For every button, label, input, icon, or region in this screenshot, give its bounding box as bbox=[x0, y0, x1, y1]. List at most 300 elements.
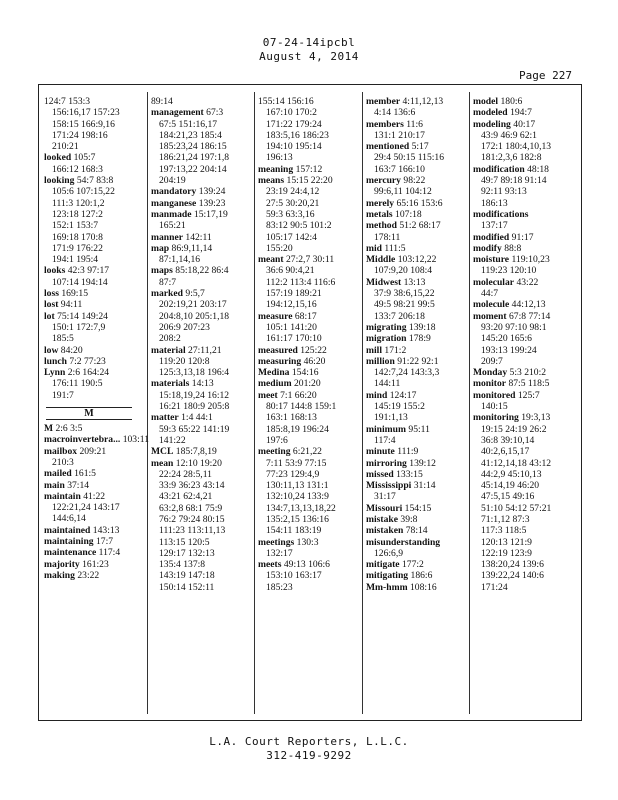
page-references: 44:7 bbox=[481, 288, 499, 300]
page-references: 193:13 199:24 bbox=[481, 344, 537, 356]
index-entry bbox=[151, 265, 251, 288]
section-letter: M bbox=[46, 407, 132, 420]
page-references: 186:6 bbox=[410, 570, 433, 582]
index-entry bbox=[44, 536, 144, 547]
page-references: 197:6 bbox=[266, 434, 288, 446]
index-word: low bbox=[44, 344, 59, 356]
index-entry bbox=[44, 491, 144, 525]
page-references: 117:4 bbox=[98, 547, 121, 559]
index-entry bbox=[366, 582, 466, 593]
page-references: 150:14 152:11 bbox=[159, 581, 215, 593]
page-references: 125:3,13,18 196:4 bbox=[159, 367, 230, 379]
index-word: measured bbox=[258, 344, 298, 356]
page-references: 186:13 bbox=[481, 197, 508, 209]
page-references: 19:3,13 bbox=[521, 412, 551, 424]
page-references: 191:1,13 bbox=[374, 412, 408, 424]
index-word: mentioned bbox=[366, 141, 410, 153]
index-word: migrating bbox=[366, 321, 407, 333]
page-references: 7:11 53:9 77:15 bbox=[266, 457, 327, 469]
index-entry bbox=[366, 220, 466, 243]
page-references: 107:14 194:14 bbox=[52, 276, 108, 288]
page-references: 163:1 168:13 bbox=[266, 412, 317, 424]
page-references: 68:17 bbox=[294, 310, 317, 322]
index-word: Missouri bbox=[366, 502, 403, 514]
page-references: 105:17 142:4 bbox=[266, 231, 317, 243]
page-references: 13:13 bbox=[403, 276, 426, 288]
index-word: monitoring bbox=[473, 412, 519, 424]
index-word: Mississippi bbox=[366, 480, 412, 492]
index-entry bbox=[473, 299, 573, 310]
column-divider bbox=[362, 92, 363, 714]
page-references: 141:22 bbox=[159, 434, 186, 446]
page-references: 49:5 98:21 99:5 bbox=[374, 299, 435, 311]
page-references: 154:16 bbox=[291, 367, 319, 379]
index-word: Mm-hmm bbox=[366, 581, 408, 593]
index-column-5 bbox=[473, 96, 573, 593]
page-references: 37:9 38:6,15,22 bbox=[374, 288, 435, 300]
page-references: 67:5 151:16,17 bbox=[159, 118, 218, 130]
index-entry bbox=[258, 537, 358, 560]
page-references: 209:21 bbox=[79, 445, 107, 457]
page-references: 112:2 113:4 116:6 bbox=[266, 276, 336, 288]
index-word: manganese bbox=[151, 197, 197, 209]
page-references: 23:22 bbox=[77, 569, 100, 581]
page-references: 33:9 36:23 43:14 bbox=[159, 480, 225, 492]
index-entry bbox=[473, 119, 573, 164]
page-references: 119:23 120:10 bbox=[481, 265, 537, 277]
page-references: 204:8,10 205:1,18 bbox=[159, 310, 230, 322]
page-references: 132:10,24 133:9 bbox=[266, 491, 329, 503]
index-word: mind bbox=[366, 389, 388, 401]
index-word: model bbox=[473, 96, 499, 107]
page-references: 171:22 179:24 bbox=[266, 118, 322, 130]
index-word: mistake bbox=[366, 513, 398, 525]
page-references: 23:19 24:4,12 bbox=[266, 186, 320, 198]
page-references: 2:6 3:5 bbox=[55, 423, 83, 435]
index-entry bbox=[366, 570, 466, 581]
page-references: 78:14 bbox=[405, 525, 428, 537]
page-references: 111:23 113:11,13 bbox=[159, 525, 226, 537]
page-references: 31:14 bbox=[413, 480, 436, 492]
page-references: 27:2,7 30:11 bbox=[285, 254, 335, 266]
page-references: 40:2,6,15,17 bbox=[481, 446, 530, 458]
page-references: 144:11 bbox=[374, 378, 401, 390]
index-entry bbox=[44, 468, 144, 479]
index-entry bbox=[151, 96, 251, 107]
page-references: 7:1 66:20 bbox=[280, 389, 317, 401]
page-references: 84:20 bbox=[60, 344, 83, 356]
index-entry bbox=[366, 119, 466, 142]
index-word: means bbox=[258, 175, 285, 187]
page-references: 42:3 97:17 bbox=[67, 265, 110, 277]
index-word: main bbox=[44, 479, 65, 491]
index-entry bbox=[151, 232, 251, 243]
index-entry bbox=[258, 254, 358, 310]
index-word: medium bbox=[258, 378, 292, 390]
page-references: 111:9 bbox=[397, 446, 419, 458]
index-entry bbox=[366, 175, 466, 198]
index-entry bbox=[258, 96, 358, 164]
page-references: 15:18,19,24 16:12 bbox=[159, 389, 230, 401]
index-column-4 bbox=[366, 96, 466, 593]
page-references: 181:2,3,6 182:8 bbox=[481, 152, 542, 164]
page-references: 185:23,24 186:15 bbox=[159, 141, 227, 153]
index-word: meet bbox=[258, 389, 278, 401]
page-references: 155:20 bbox=[266, 242, 293, 254]
index-word: monitored bbox=[473, 389, 516, 401]
page-references: 80:17 144:8 159:1 bbox=[266, 401, 337, 413]
page-references: 14:13 bbox=[191, 378, 214, 390]
index-word: members bbox=[366, 118, 404, 130]
index-word: material bbox=[151, 344, 186, 356]
index-word: manner bbox=[151, 231, 183, 243]
page-references: 85:18,22 86:4 bbox=[175, 265, 229, 277]
index-word: million bbox=[366, 355, 395, 367]
index-entry bbox=[366, 141, 466, 175]
index-entry bbox=[366, 356, 466, 390]
index-word: modified bbox=[473, 231, 510, 243]
page-references: 87:7 bbox=[159, 276, 177, 288]
page-references: 15:15 22:20 bbox=[286, 175, 333, 187]
index-entry bbox=[473, 378, 573, 389]
index-entry bbox=[473, 390, 573, 413]
index-word: mitigate bbox=[366, 559, 400, 571]
index-word: maps bbox=[151, 265, 173, 277]
index-word: M bbox=[44, 423, 54, 435]
page-references: 89:14 bbox=[151, 96, 173, 107]
page-references: 129:17 132:13 bbox=[159, 547, 215, 559]
index-entry bbox=[366, 480, 466, 503]
page-references: 37:14 bbox=[67, 479, 90, 491]
column-divider bbox=[469, 92, 470, 714]
page-references: 201:20 bbox=[293, 378, 321, 390]
page-references: 163:7 166:10 bbox=[374, 163, 425, 175]
index-word: maintained bbox=[44, 524, 91, 536]
page-references: 105:1 141:20 bbox=[266, 321, 317, 333]
page-references: 155:14 156:16 bbox=[258, 96, 314, 107]
index-column-1 bbox=[44, 96, 149, 581]
index-word: maintaining bbox=[44, 535, 94, 547]
index-entry bbox=[366, 525, 466, 536]
page-references: 150:1 172:7,9 bbox=[52, 321, 106, 333]
page-references: 117:4 bbox=[374, 434, 396, 446]
index-word: missed bbox=[366, 468, 394, 480]
index-word: monitor bbox=[473, 378, 507, 390]
page-references: 185:23 bbox=[266, 581, 293, 593]
page-references: 153:10 163:17 bbox=[266, 570, 322, 582]
page-references: 105:6 107:15,22 bbox=[52, 186, 115, 198]
page-references: 142:11 bbox=[185, 231, 212, 243]
page-references: 172:1 180:4,10,13 bbox=[481, 141, 552, 153]
page-references: 137:17 bbox=[481, 220, 508, 232]
page-references: 87:5 118:5 bbox=[508, 378, 550, 390]
page-references: 191:7 bbox=[52, 389, 74, 401]
page-references: 91:17 bbox=[511, 231, 534, 243]
page-references: 171:24 bbox=[481, 581, 508, 593]
index-entry bbox=[151, 107, 251, 186]
index-entry bbox=[366, 390, 466, 424]
index-word: MCL bbox=[151, 446, 174, 458]
page-references: 103:11 bbox=[122, 434, 149, 446]
index-entry bbox=[44, 299, 144, 310]
page-references: 91:22 92:1 bbox=[397, 355, 439, 367]
page-references: 113:15 120:5 bbox=[159, 536, 210, 548]
index-entry bbox=[258, 311, 358, 345]
index-word: Monday bbox=[473, 367, 508, 379]
page-references: 167:10 170:2 bbox=[266, 107, 317, 119]
page-references: 86:9,11,14 bbox=[171, 242, 213, 254]
index-entry bbox=[366, 424, 466, 447]
page-references: 5:3 210:2 bbox=[509, 367, 547, 379]
page-references: 65:16 153:6 bbox=[396, 197, 443, 209]
index-word: mean bbox=[151, 457, 174, 469]
index-entry bbox=[151, 446, 251, 457]
index-entry bbox=[44, 345, 144, 356]
index-entry bbox=[366, 96, 466, 119]
page-references: 206:9 207:23 bbox=[159, 321, 210, 333]
page-references: 43:9 46:9 62:1 bbox=[481, 129, 537, 141]
page-references: 41:12,14,18 43:12 bbox=[481, 457, 552, 469]
index-word: metals bbox=[366, 208, 393, 220]
page-references: 194:7 bbox=[510, 107, 532, 119]
page-references: 208:2 bbox=[159, 333, 181, 345]
index-word: management bbox=[151, 107, 204, 119]
page-references: 144:6,14 bbox=[52, 513, 86, 525]
index-word: Lynn bbox=[44, 367, 66, 379]
page-references: 49:13 106:6 bbox=[283, 559, 330, 571]
page-references: 103:12,22 bbox=[397, 254, 437, 266]
page-references: 47:5,15 49:16 bbox=[481, 491, 535, 503]
index-entry bbox=[44, 559, 144, 570]
index-word: mistaken bbox=[366, 525, 404, 537]
page-references: 124:17 bbox=[389, 389, 417, 401]
index-word: mid bbox=[366, 242, 382, 254]
index-entry bbox=[473, 209, 573, 232]
page-references: 95:11 bbox=[408, 423, 430, 435]
page-references: 186:21,24 197:1,8 bbox=[159, 152, 230, 164]
page-references: 178:9 bbox=[408, 333, 431, 345]
index-word: Medina bbox=[258, 367, 290, 379]
index-entry bbox=[366, 537, 466, 560]
page-references: 88:8 bbox=[504, 242, 522, 254]
page-references: 202:19,21 203:17 bbox=[159, 299, 227, 311]
index-word: mercury bbox=[366, 175, 401, 187]
page-references: 67:8 77:14 bbox=[508, 310, 551, 322]
index-entry bbox=[44, 152, 144, 175]
page-references: 140:15 bbox=[481, 401, 508, 413]
index-word: maintain bbox=[44, 490, 81, 502]
page-references: 152:1 153:7 bbox=[52, 220, 99, 232]
page-references: 36:6 90:4,21 bbox=[266, 265, 315, 277]
page-references: 5:17 bbox=[411, 141, 429, 153]
index-word: meets bbox=[258, 559, 282, 571]
page-references: 49:7 89:18 91:14 bbox=[481, 175, 547, 187]
index-entry bbox=[366, 458, 466, 469]
page-references: 120:13 121:9 bbox=[481, 536, 532, 548]
index-word: mill bbox=[366, 344, 382, 356]
page-references: 107:9,20 108:4 bbox=[374, 265, 433, 277]
index-entry bbox=[473, 311, 573, 367]
page-references: 122:21,24 143:17 bbox=[52, 502, 120, 514]
index-column-2 bbox=[151, 96, 251, 593]
page-number: Page 227 bbox=[519, 69, 572, 82]
page-references: 185:5 bbox=[52, 333, 74, 345]
page-references: 99:6,11 104:12 bbox=[374, 186, 432, 198]
page-references: 209:7 bbox=[481, 355, 503, 367]
index-entry bbox=[258, 390, 358, 446]
page-references: 166:12 168:3 bbox=[52, 163, 103, 175]
page-references: 194:10 195:14 bbox=[266, 141, 322, 153]
index-entry bbox=[366, 277, 466, 322]
page-references: 27:11,21 bbox=[188, 344, 222, 356]
page-references: 135:2,15 136:16 bbox=[266, 513, 329, 525]
index-word: lost bbox=[44, 299, 59, 311]
index-word: modifications bbox=[473, 208, 529, 220]
page-references: 31:17 bbox=[374, 491, 396, 503]
index-word: making bbox=[44, 569, 75, 581]
page-references: 43:22 bbox=[516, 276, 539, 288]
page-references: 124:7 153:3 bbox=[44, 96, 91, 107]
index-entry bbox=[44, 265, 144, 288]
footer-reporter: L.A. Court Reporters, L.L.C. bbox=[209, 735, 409, 748]
page-references: 183:5,16 186:23 bbox=[266, 129, 329, 141]
page-references: 139:23 bbox=[198, 197, 226, 209]
index-word: maintenance bbox=[44, 547, 97, 559]
index-word: manmade bbox=[151, 208, 192, 220]
page-references: 157:12 bbox=[295, 163, 323, 175]
page-references: 12:10 19:20 bbox=[175, 457, 222, 469]
page-references: 122:19 123:9 bbox=[481, 547, 532, 559]
page-references: 119:10,23 bbox=[511, 254, 550, 266]
index-entry bbox=[44, 175, 144, 265]
index-entry bbox=[366, 559, 466, 570]
page-references: 142:7,24 143:3,3 bbox=[374, 367, 440, 379]
page-references: 67:3 bbox=[206, 107, 224, 119]
page-references: 143:13 bbox=[92, 524, 120, 536]
page-references: 185:8,19 196:24 bbox=[266, 423, 329, 435]
index-entry bbox=[258, 175, 358, 254]
index-word: modification bbox=[473, 163, 525, 175]
page-references: 27:5 30:20,21 bbox=[266, 197, 320, 209]
index-entry bbox=[366, 514, 466, 525]
page-references: 87:1,14,16 bbox=[159, 254, 201, 266]
page-references: 134:7,13,13,18,22 bbox=[266, 502, 336, 514]
index-word: moisture bbox=[473, 254, 510, 266]
index-entry bbox=[151, 378, 251, 412]
page-references: 180:6 bbox=[500, 96, 523, 107]
page-references: 93:20 97:10 98:1 bbox=[481, 321, 547, 333]
index-entry bbox=[366, 469, 466, 480]
index-word: moment bbox=[473, 310, 507, 322]
index-entry bbox=[44, 356, 144, 367]
page-references: 94:11 bbox=[60, 299, 83, 311]
index-word: lunch bbox=[44, 355, 67, 367]
page-references: 36:8 39:10,14 bbox=[481, 434, 535, 446]
page-references: 194:1 195:4 bbox=[52, 254, 99, 266]
index-word: misunderstanding bbox=[366, 536, 441, 548]
index-word: map bbox=[151, 242, 170, 254]
index-entry bbox=[473, 107, 573, 118]
index-entry bbox=[473, 254, 573, 277]
page-references: 139:18 bbox=[408, 321, 436, 333]
page-references: 117:3 118:5 bbox=[481, 525, 527, 537]
index-entry bbox=[473, 412, 573, 593]
index-entry bbox=[366, 503, 466, 514]
index-word: meaning bbox=[258, 163, 294, 175]
index-word: mitigating bbox=[366, 570, 409, 582]
index-entry bbox=[473, 277, 573, 300]
page-references: 130:3 bbox=[296, 536, 319, 548]
page-references: 16:21 180:9 205:8 bbox=[159, 401, 230, 413]
page-references: 133:7 206:18 bbox=[374, 310, 425, 322]
page-references: 176:11 190:5 bbox=[52, 378, 103, 390]
index-word: modeled bbox=[473, 107, 508, 119]
index-word: measure bbox=[258, 310, 293, 322]
index-entry bbox=[366, 333, 466, 344]
page-references: 43:21 62:4,21 bbox=[159, 491, 213, 503]
index-entry bbox=[44, 547, 144, 558]
index-word: merely bbox=[366, 197, 395, 209]
index-entry bbox=[258, 164, 358, 175]
page-references: 71:1,12 87:3 bbox=[481, 513, 530, 525]
page-references: 98:22 bbox=[403, 175, 426, 187]
index-entry bbox=[44, 367, 144, 401]
page-references: 59:3 65:22 141:19 bbox=[159, 423, 230, 435]
index-word: meeting bbox=[258, 446, 291, 458]
page-references: 108:16 bbox=[409, 581, 437, 593]
page-references: 107:18 bbox=[395, 208, 422, 220]
index-word: looks bbox=[44, 265, 66, 277]
page-references: 9:5,7 bbox=[185, 288, 205, 300]
page-references: 11:6 bbox=[406, 118, 423, 130]
index-entry bbox=[44, 311, 144, 345]
index-word: molecule bbox=[473, 299, 510, 311]
index-entry bbox=[151, 458, 251, 594]
index-entry bbox=[44, 570, 144, 581]
page-references: 161:23 bbox=[82, 558, 109, 570]
index-word: mirroring bbox=[366, 457, 407, 469]
index-entry bbox=[258, 446, 358, 536]
page-references: 125:7 bbox=[517, 389, 540, 401]
index-entry bbox=[44, 480, 144, 491]
index-word: materials bbox=[151, 378, 190, 390]
index-word: lot bbox=[44, 310, 55, 322]
page-references: 139:24 bbox=[198, 186, 226, 198]
index-column-3 bbox=[258, 96, 358, 593]
page-references: 45:14,19 46:20 bbox=[481, 480, 540, 492]
index-word: Middle bbox=[366, 254, 396, 266]
page-references: 39:8 bbox=[400, 513, 418, 525]
page-references: 22:24 28:5,11 bbox=[159, 468, 212, 480]
page-references: 6:21,22 bbox=[292, 446, 322, 458]
header-line-1: 07-24-14ipcbl bbox=[262, 36, 356, 49]
index-entry bbox=[151, 198, 251, 209]
index-word: measuring bbox=[258, 355, 302, 367]
page-references: 135:4 137:8 bbox=[159, 559, 206, 571]
page-references: 7:2 77:23 bbox=[69, 355, 106, 367]
index-word: macroinvertebra... bbox=[44, 434, 121, 446]
page-references: 145:19 155:2 bbox=[374, 401, 425, 413]
page-references: 4:14 136:6 bbox=[374, 107, 416, 119]
page-references: 139:12 bbox=[409, 457, 436, 469]
index-entry bbox=[258, 378, 358, 389]
index-entry bbox=[258, 367, 358, 378]
page-references: 1:4 44:1 bbox=[181, 412, 213, 424]
page-references: 46:20 bbox=[303, 355, 326, 367]
header-date: August 4, 2014 bbox=[259, 50, 359, 63]
page-references: 125:22 bbox=[300, 344, 327, 356]
index-word: mailbox bbox=[44, 445, 78, 457]
